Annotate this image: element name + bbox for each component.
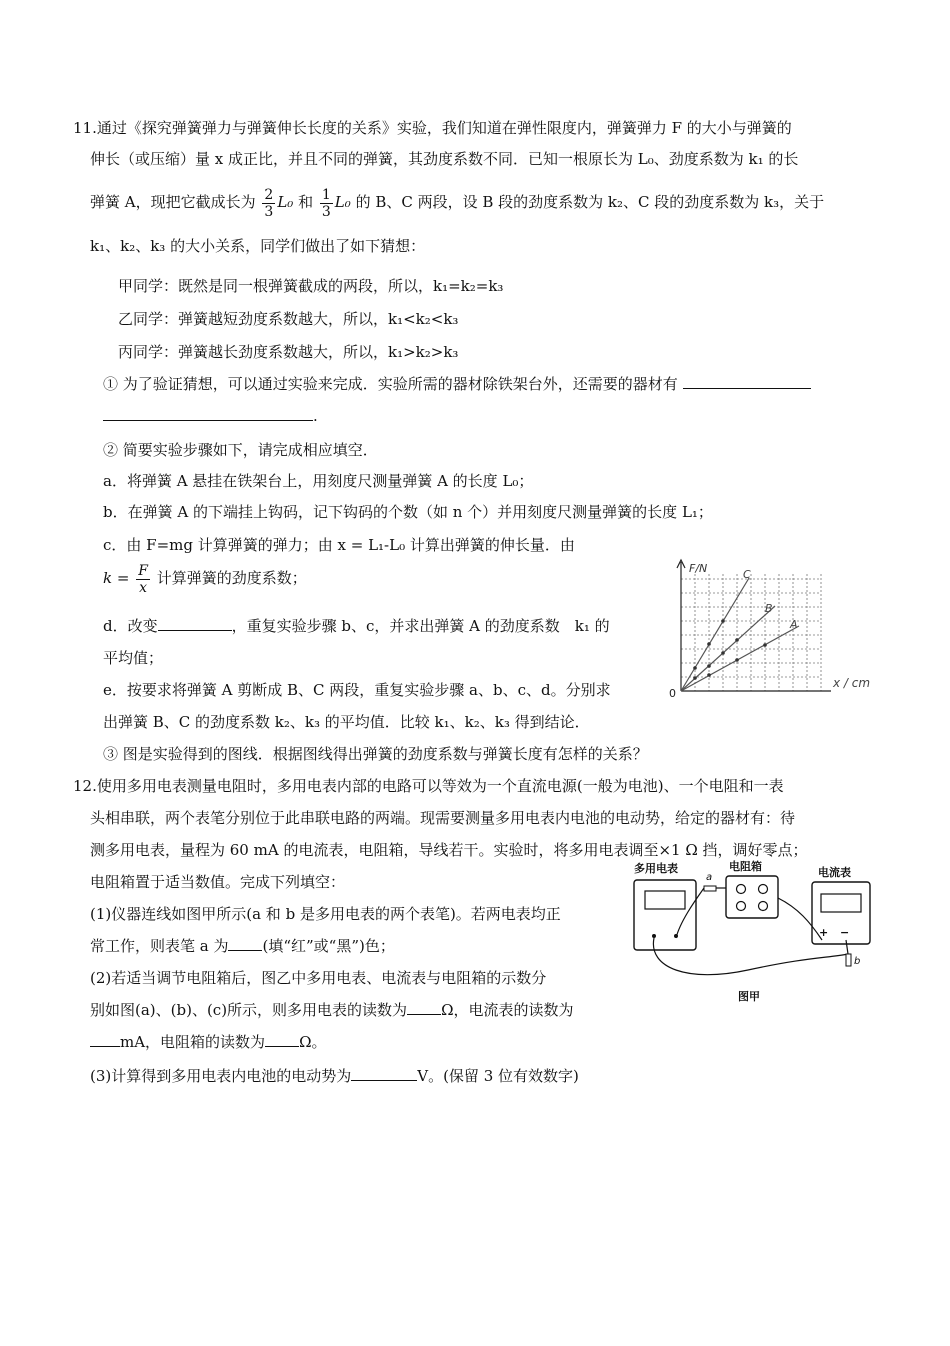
answer-blank-probe-color[interactable]	[228, 936, 262, 951]
graph-grid	[681, 574, 821, 691]
point-b-3	[721, 651, 725, 655]
fraction-one-third: $\frac{1}{3}$	[321, 186, 331, 220]
step-e: e．按要求将弹簧 A 剪断成 B、C 两段，重复实验步骤 a、b、c、d。分别求	[103, 681, 611, 699]
part-1-cont: .	[103, 406, 318, 426]
point-b-4	[735, 638, 739, 642]
fraction-f-over-x: $\frac{F}{x}$	[138, 562, 148, 596]
point-a-3	[763, 643, 767, 647]
point-b-1	[693, 676, 697, 680]
ammeter-display	[821, 894, 861, 912]
resistor-box-label: 电阻箱	[729, 860, 762, 873]
answer-blank-multimeter-reading[interactable]	[407, 1000, 441, 1015]
answer-blank-ammeter-reading[interactable]	[90, 1032, 120, 1047]
answer-blank-equipment-1[interactable]	[683, 374, 811, 389]
guess-bing: 丙同学：弹簧越长劲度系数越大，所以，k₁>k₂>k₃	[118, 343, 459, 361]
step-b: b．在弹簧 A 的下端挂上钩码，记下钩码的个数（如 n 个）并用刻度尺测量弹簧的长度 L₁；	[103, 503, 713, 521]
line-a	[681, 626, 799, 691]
q12-line-4: 电阻箱置于适当数值。完成下列填空：	[90, 873, 346, 891]
probe-a-label: a	[706, 872, 713, 883]
line-label-b: B	[765, 602, 773, 615]
fraction-two-thirds: $\frac{2}{3}$	[264, 186, 274, 220]
step-e-cont: 出弹簧 B、C 的劲度系数 k₂、k₃ 的平均值．比较 k₁、k₂、k₃ 得到结论．	[103, 713, 590, 731]
q12-line-1: 12.使用多用电表测量电阻时，多用电表内部的电路可以等效为一个直流电源(一般为电池)、一个电阻和一表	[73, 777, 784, 795]
ammeter-plus-terminal: +	[819, 926, 829, 939]
step-d-cont: 平均值；	[103, 649, 164, 667]
q12-part-3: (3)计算得到多用电表内电池的电动势为 V。(保留 3 位有效数字)	[90, 1067, 579, 1085]
q12-part-1: (1)仪器连线如图甲所示(a 和 b 是多用电表的两个表笔)。若两电表均正	[90, 905, 561, 923]
step-d: d．改变 ，重复实验步骤 b、c，并求出弹簧 A 的劲度系数 k₁ 的	[103, 617, 610, 635]
step-c-formula: k = $\frac{F}{x}$ 计算弹簧的劲度系数；	[103, 562, 307, 596]
point-a-1	[707, 673, 711, 677]
answer-blank-equipment-2[interactable]	[103, 406, 313, 421]
answer-blank-resistor-reading[interactable]	[265, 1032, 299, 1047]
q12-part-2-cont: 别如图(a)、(b)、(c)所示，则多用电表的读数为 Ω，电流表的读数为	[90, 1001, 574, 1019]
part-2: ② 简要实验步骤如下，请完成相应填空．	[103, 441, 378, 459]
q11-line-3: 弹簧 A，现把它截成长为 $\frac{2}{3}$ L₀ 和 $\frac{1}{3}$ L₀ 的 B、C 两段，设 B 段的劲度系数为 k₂、C 段的劲度系数为 k₃，关于	[90, 186, 825, 220]
probe-b-label: b	[854, 956, 861, 967]
part-1: ① 为了验证猜想，可以通过实验来完成．实验所需的器材除铁架台外，还需要的器材有	[103, 374, 811, 394]
point-b-2	[707, 664, 711, 668]
step-c: c．由 F=mg 计算弹簧的弹力；由 x = L₁-L₀ 计算出弹簧的伸长量．由	[103, 536, 575, 554]
point-c-2	[707, 642, 711, 646]
answer-blank-step-d[interactable]	[158, 616, 232, 631]
line-label-c: C	[743, 568, 751, 581]
multimeter-display	[645, 891, 685, 909]
q12-line-3: 测多用电表，量程为 60 mA 的电流表，电阻箱，导线若干。实验时，将多用电表调至×1 Ω 挡，调好零点；	[90, 841, 808, 859]
answer-blank-emf[interactable]	[351, 1066, 417, 1081]
y-axis-label: F/N	[689, 562, 708, 575]
resistor-box-body	[726, 876, 778, 918]
ammeter-minus-terminal: −	[840, 926, 850, 939]
circuit-caption: 图甲	[738, 990, 760, 1003]
x-axis-label: x / cm	[833, 676, 871, 690]
point-c-3	[721, 619, 725, 623]
q12-part-2: (2)若适当调节电阻箱后，图乙中多用电表、电流表与电阻箱的示数分	[90, 969, 547, 987]
multimeter-terminal-left	[652, 934, 656, 938]
origin-label: 0	[669, 687, 676, 700]
q12-part-2-cont2: mA，电阻箱的读数为 Ω。	[90, 1032, 327, 1052]
part-3: ③ 图是实验得到的图线．根据图线得出弹簧的劲度系数与弹簧长度有怎样的关系？	[103, 745, 648, 763]
q12-line-2: 头相串联，两个表笔分别位于此串联电路的两端。现需要测量多用电表内电池的电动势，给定的器材有：待	[90, 809, 796, 827]
q11-line-2: 伸长（或压缩）量 x 成正比，并且不同的弹簧，其劲度系数不同．已知一根原长为 L₀、劲度系数为 k₁ 的长	[90, 150, 799, 168]
q11-line-4: k₁、k₂、k₃ 的大小关系，同学们做出了如下猜想：	[90, 237, 426, 255]
force-extension-graph	[663, 556, 883, 708]
point-a-2	[735, 658, 739, 662]
guess-yi: 乙同学：弹簧越短劲度系数越大，所以，k₁<k₂<k₃	[118, 310, 459, 328]
multimeter-label: 多用电表	[634, 862, 678, 875]
line-c	[681, 578, 749, 691]
line-label-a: A	[790, 618, 798, 631]
q12-part-1-cont: 常工作，则表笔 a 为 (填“红”或“黑”)色；	[90, 937, 395, 955]
ammeter-label: 电流表	[818, 866, 851, 879]
q11-line-1: 11.通过《探究弹簧弹力与弹簧伸长长度的关系》实验，我们知道在弹性限度内，弹簧弹力 F 的大小与弹簧的	[73, 119, 792, 137]
circuit-diagram	[628, 858, 878, 1004]
step-a: a．将弹簧 A 悬挂在铁架台上，用刻度尺测量弹簧 A 的长度 L₀；	[103, 472, 534, 490]
guess-jia: 甲同学：既然是同一根弹簧截成的两段，所以，k₁=k₂=k₃	[118, 277, 504, 295]
point-c-1	[693, 666, 697, 670]
probe-a	[704, 886, 716, 891]
probe-b	[846, 954, 851, 966]
